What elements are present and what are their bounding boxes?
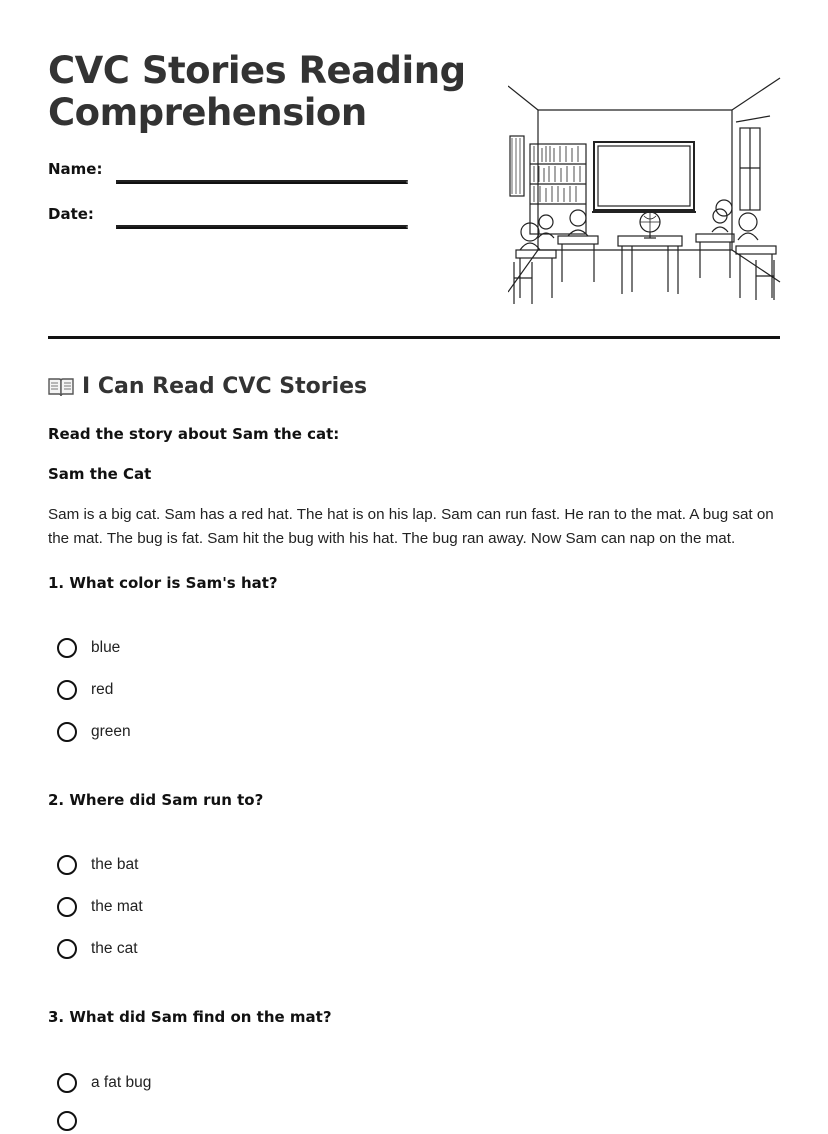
question-2-option-2[interactable] — [57, 894, 143, 920]
radio-button[interactable] — [57, 1073, 77, 1093]
question-3-option-2[interactable] — [57, 1108, 77, 1134]
radio-button[interactable] — [57, 897, 77, 917]
date-field — [48, 201, 408, 231]
story-instruction: Read the story about Sam the cat: — [48, 425, 340, 443]
option-label: blue — [91, 639, 121, 656]
option-label: a fat bug — [91, 1074, 152, 1091]
radio-button[interactable] — [57, 939, 77, 959]
story-title: Sam the Cat — [48, 465, 152, 483]
radio-button[interactable] — [57, 855, 77, 875]
question-1: 1. What color is Sam's hat? — [48, 574, 278, 592]
question-1-option-1[interactable] — [57, 635, 120, 661]
radio-button[interactable] — [57, 680, 77, 700]
date-input[interactable] — [116, 225, 408, 229]
question-2: 2. Where did Sam run to? — [48, 791, 264, 809]
question-2-option-1[interactable] — [57, 852, 138, 878]
option-label: the mat — [91, 898, 143, 915]
question-1-option-2[interactable] — [57, 677, 113, 703]
question-1-option-3[interactable] — [57, 719, 131, 745]
radio-button[interactable] — [57, 722, 77, 742]
name-input[interactable] — [116, 180, 408, 184]
classroom-illustration — [508, 72, 782, 312]
open-book-icon — [48, 376, 74, 398]
name-label: Name: — [48, 160, 103, 178]
question-3-option-1[interactable] — [57, 1070, 151, 1096]
page-title: CVC Stories Reading Comprehension — [48, 49, 466, 134]
section-heading — [48, 374, 367, 399]
question-2-option-3[interactable] — [57, 936, 138, 962]
worksheet-page — [48, 0, 780, 1118]
name-field — [48, 156, 408, 186]
divider — [48, 336, 780, 339]
date-label: Date: — [48, 205, 94, 223]
section-heading-text: I Can Read CVC Stories — [82, 374, 368, 399]
option-label: the bat — [91, 856, 139, 873]
question-3: 3. What did Sam find on the mat? — [48, 1008, 332, 1026]
radio-button[interactable] — [57, 638, 77, 658]
option-label: the cat — [91, 940, 138, 957]
radio-button[interactable] — [57, 1111, 77, 1131]
story-text: Sam is a big cat. Sam has a red hat. The hat is on his lap. Sam can run fast. He ran to the mat. A bug sat on the mat. The bug is fat. Sam hit the bug with his hat. The bug ran away. Now Sam can nap on the mat. — [48, 506, 774, 547]
option-label: red — [91, 681, 114, 698]
option-label: green — [91, 723, 131, 740]
